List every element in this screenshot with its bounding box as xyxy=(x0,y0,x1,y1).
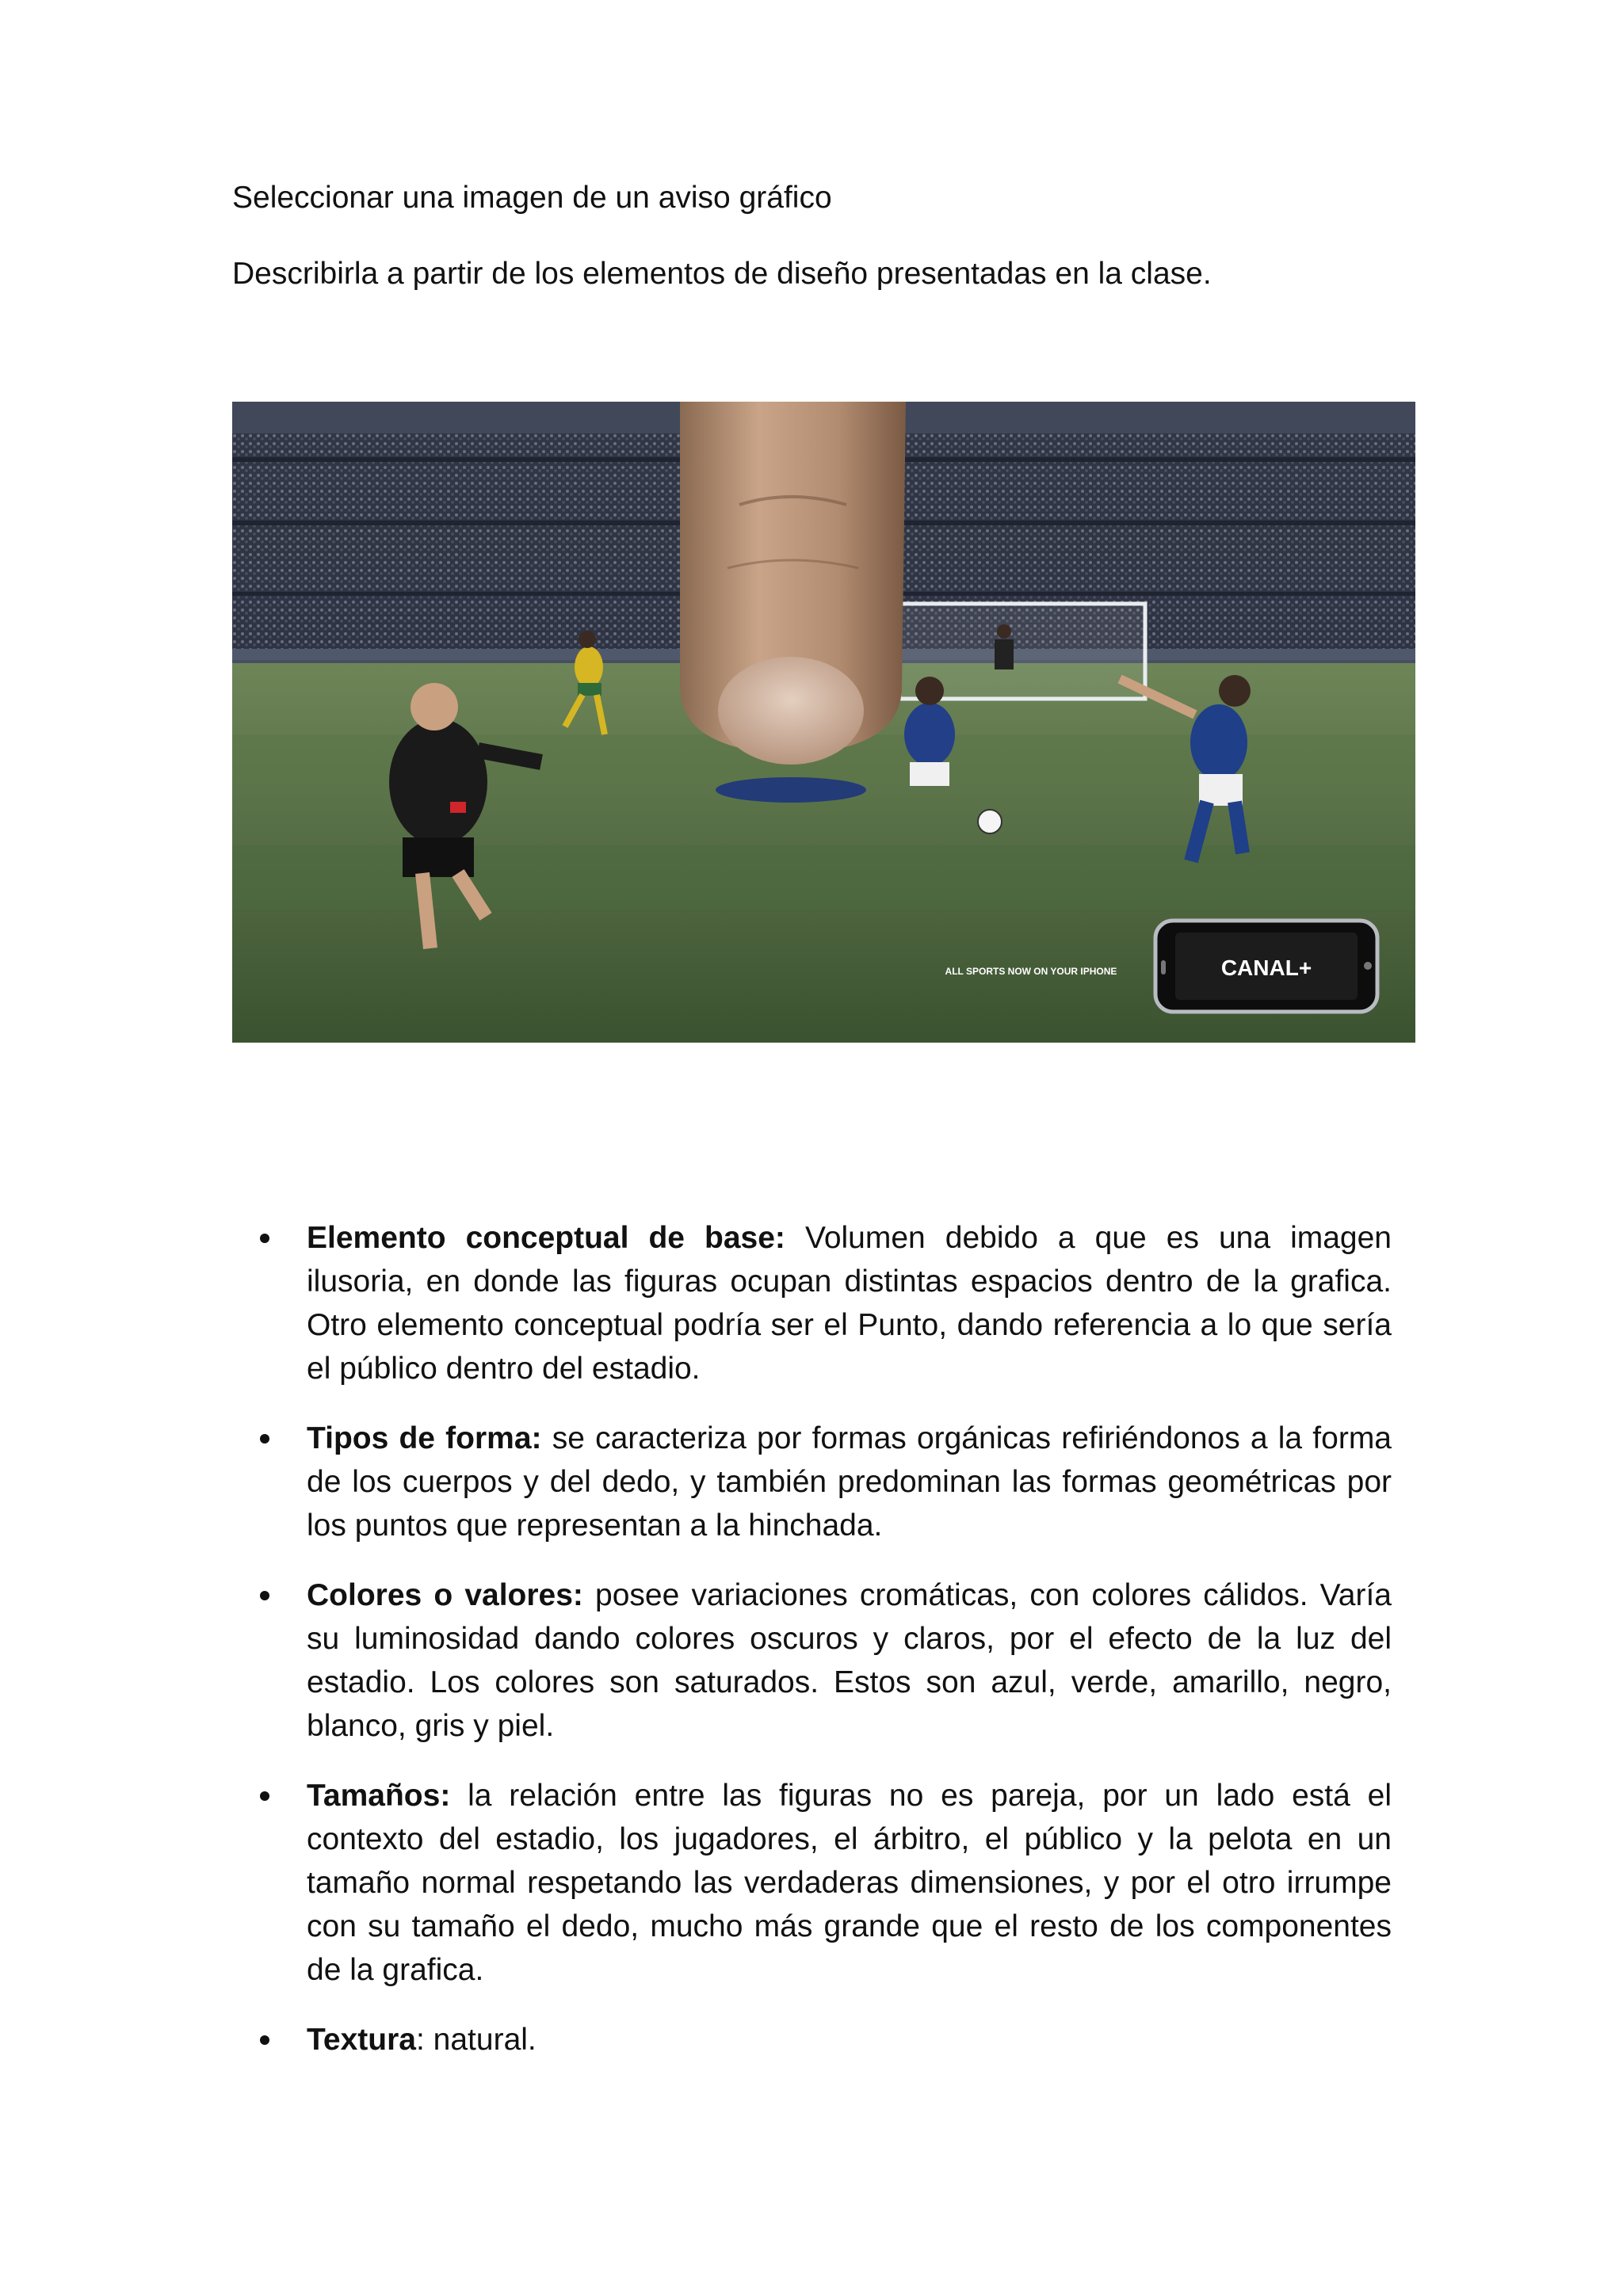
bullet-icon xyxy=(260,1434,269,1444)
bullet-text: Volumen debido a que es una imagen ilusoria, en donde las figuras ocupan distintas espacios dentro de la grafica. Otro elemento conceptual podría ser el Punto, dando referencia a lo que sería el público dentro del estadio. xyxy=(307,1221,1392,1386)
bullet-term: Tipos de forma: xyxy=(307,1421,542,1455)
bullet-icon xyxy=(260,2035,269,2045)
list-item xyxy=(238,1216,1392,1390)
instruction-line-1: Seleccionar una imagen de un aviso gráfico xyxy=(232,181,832,215)
instruction-line-2: Describirla a partir de los elementos de diseño presentadas en la clase. xyxy=(232,257,1212,291)
list-item xyxy=(238,1417,1392,1547)
design-elements-list xyxy=(238,1216,1392,2088)
bullet-term: Tamaños: xyxy=(307,1779,451,1813)
bullet-term: Textura xyxy=(307,2023,416,2057)
ad-tagline: ALL SPORTS NOW ON YOUR IPHONE xyxy=(945,966,1117,977)
bullet-term: Colores o valores: xyxy=(307,1578,583,1612)
list-item xyxy=(238,1774,1392,1992)
bullet-text: se caracteriza por formas orgánicas refiriéndonos a la forma de los cuerpos y del dedo, y también predominan las formas geométricas por los puntos que representan a la hinchada. xyxy=(307,1421,1392,1543)
bullet-text: la relación entre las figuras no es pareja, por un lado está el contexto del estadio, los jugadores, el árbitro, el público y la pelota en un tamaño normal respetando las verdaderas dimensiones, y por el otro irrumpe con su tamaño el dedo, mucho más grande que el resto de los componentes de la grafica. xyxy=(307,1779,1392,1987)
bullet-icon xyxy=(260,1591,269,1600)
bullet-icon xyxy=(260,1234,269,1243)
list-item xyxy=(238,1573,1392,1748)
list-item xyxy=(238,2018,1392,2061)
bullet-text: posee variaciones cromáticas, con colores cálidos. Varía su luminosidad dando colores oscuros y claros, por el efecto de la luz del estadio. Los colores son saturados. Estos son azul, verde, amarillo, negro, blanco, gris y piel. xyxy=(307,1578,1392,1743)
bullet-text: : natural. xyxy=(416,2023,537,2057)
advertisement-image xyxy=(232,402,1415,1043)
canal-plus-logo: CANAL+ xyxy=(1220,955,1312,980)
bullet-icon xyxy=(260,1791,269,1801)
bullet-term: Elemento conceptual de base: xyxy=(307,1221,785,1255)
